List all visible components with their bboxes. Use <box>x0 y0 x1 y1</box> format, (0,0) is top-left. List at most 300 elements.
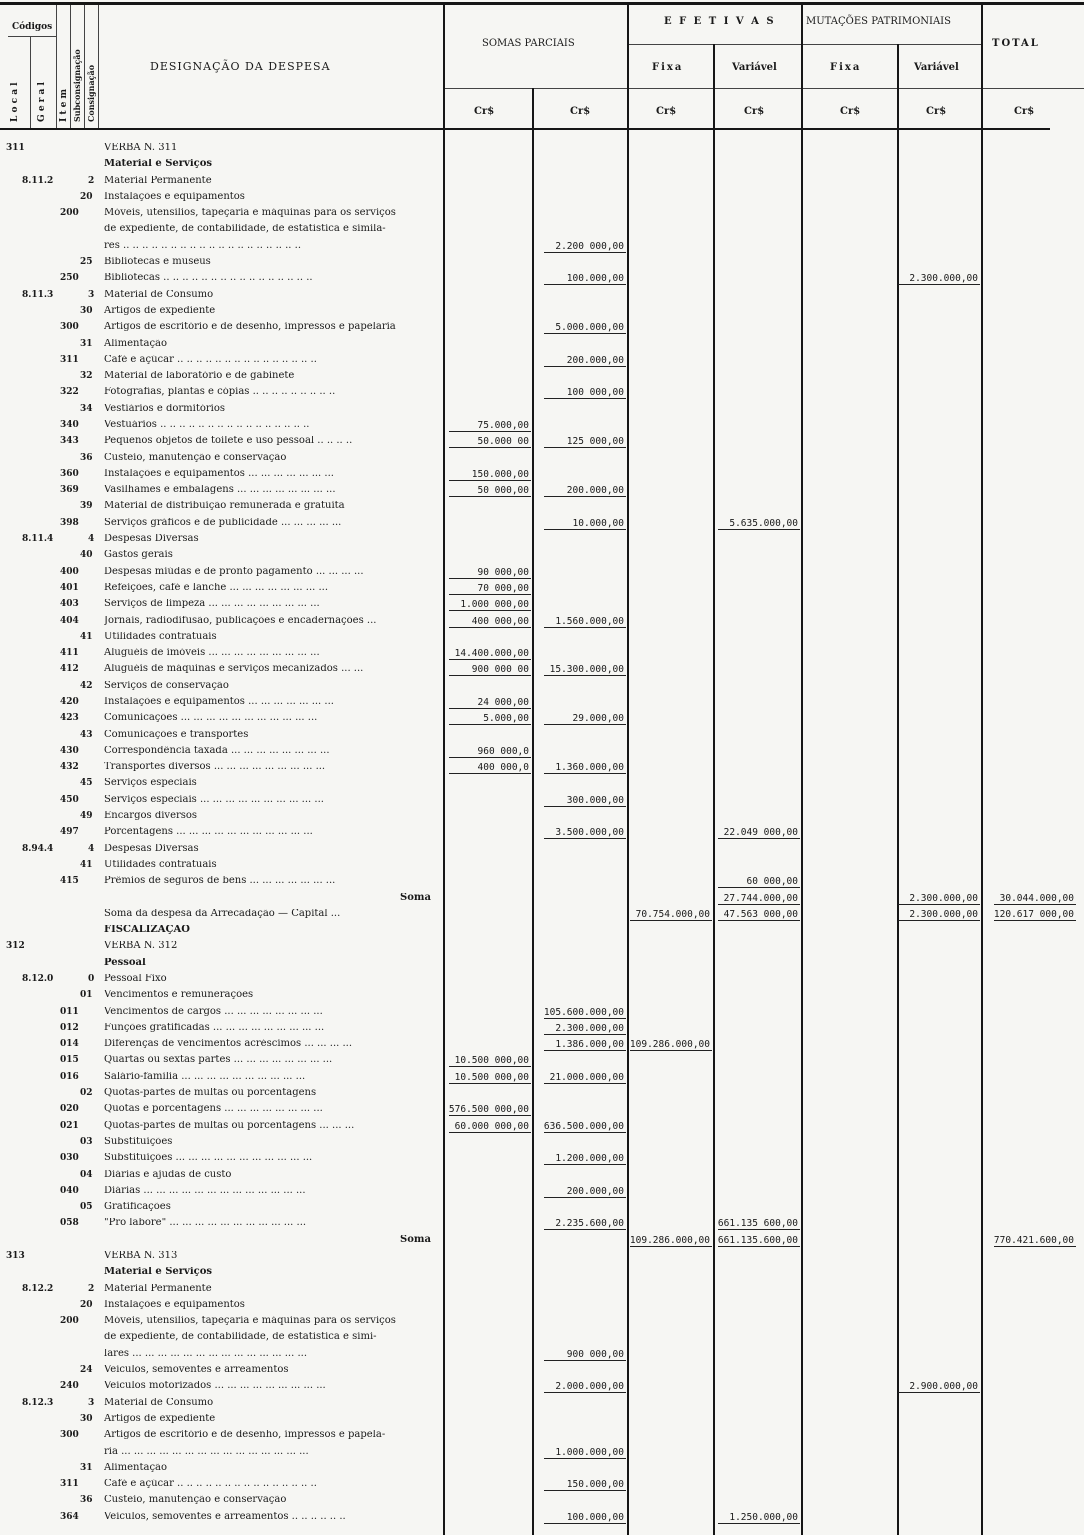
amount-underline <box>449 594 531 595</box>
code-consignacao: 497 <box>60 827 79 837</box>
col-rule-geral <box>56 5 57 128</box>
expense-description: Quotas e porcentagens ... ... ... ... ... ... ... ... <box>104 1104 323 1114</box>
expense-description: "Pro labore" ... ... ... ... ... ... ... ... ... ... ... <box>104 1218 307 1228</box>
code-subconsignacao: 31 <box>80 1463 93 1473</box>
amount-underline <box>544 806 626 807</box>
amount-c2: 2.200 000,00 <box>555 241 624 252</box>
amount-underline <box>630 1246 712 1247</box>
col-rule-somas1 <box>532 88 534 1535</box>
expense-description: Prêmios de seguros de bens ... ... ... ... ... ... ... <box>104 876 336 886</box>
code-consignacao: 011 <box>60 1007 79 1017</box>
amount-underline <box>449 1066 531 1067</box>
amount-underline <box>544 252 626 253</box>
expense-description: Soma da despesa da Arrecadação — Capital ... <box>104 909 341 919</box>
code-consignacao: 450 <box>60 795 79 805</box>
expense-description: Alimentação <box>104 1463 168 1473</box>
code-item: 4 <box>88 534 95 544</box>
header-efetivas: E F E T I V A S <box>664 16 776 27</box>
code-consignacao: 058 <box>60 1218 79 1228</box>
amount-c1: 75.000,00 <box>477 420 529 431</box>
expense-description: Diárias e ajudas de custo <box>104 1170 232 1180</box>
expense-description: de expediente, de contabilidade, de estatística e simila- <box>104 224 386 234</box>
expense-description: Porcentagens ... ... ... ... ... ... ... ... ... ... ... <box>104 827 313 837</box>
code-subconsignacao: 01 <box>80 990 93 1000</box>
expense-description: Funções gratificadas ... ... ... ... ... ... ... ... ... <box>104 1023 325 1033</box>
expense-description: Vestiários e dormitórios <box>104 404 225 414</box>
code-subconsignacao: 40 <box>80 550 93 560</box>
amount-underline <box>718 838 800 839</box>
amount-underline <box>898 904 980 905</box>
amount-underline <box>449 724 531 725</box>
expense-description: Serviços gráficos e de publicidade ... ... ... ... ... <box>104 518 342 528</box>
amount-underline <box>449 675 531 676</box>
code-geral: 8.11.3 <box>22 290 54 300</box>
amount-underline <box>544 496 626 497</box>
expense-description: Material de laboratório e de gabinete <box>104 371 295 381</box>
code-local: 312 <box>6 941 25 951</box>
header-consignacao: Consignação <box>86 64 96 122</box>
amount-underline <box>544 675 626 676</box>
amount-c4: 47.563 000,00 <box>723 909 798 920</box>
amount-underline <box>544 1164 626 1165</box>
amount-c7: 120.617 000,00 <box>993 909 1074 920</box>
expense-description: Artigos de expediente <box>104 306 216 316</box>
amount-underline <box>994 904 1076 905</box>
amount-underline <box>544 773 626 774</box>
header-subconsignacao: Subconsignação <box>72 49 82 122</box>
amount-c1: 1.000 000,00 <box>460 599 529 610</box>
code-subconsignacao: 41 <box>80 632 93 642</box>
expense-description: Fotografias, plantas e cópias .. .. .. .. .. .. .. .. .. <box>104 387 336 397</box>
code-consignacao: 012 <box>60 1023 79 1033</box>
expense-description: Material Permanente <box>104 1284 212 1294</box>
code-consignacao: 014 <box>60 1039 79 1049</box>
amount-underline <box>544 447 626 448</box>
expense-description: Vasilhames e embalagens ... ... ... ... ... ... ... ... <box>104 485 336 495</box>
amount-c2: 200.000,00 <box>566 1186 624 1197</box>
col-rule-local <box>30 36 31 128</box>
code-consignacao: 403 <box>60 599 79 609</box>
code-consignacao: 411 <box>60 648 79 658</box>
expense-description: Veículos motorizados ... ... ... ... ... ... ... ... ... <box>104 1381 326 1391</box>
code-consignacao: 200 <box>60 1316 79 1326</box>
expense-description: Vencimentos e remunerações <box>104 990 254 1000</box>
amount-underline <box>449 496 531 497</box>
amount-underline <box>898 1392 980 1393</box>
amount-c4: 661.135 600,00 <box>717 1218 798 1229</box>
expense-description: Diárias ... ... ... ... ... ... ... ... ... ... ... ... ... <box>104 1186 306 1196</box>
currency-mutacoes-variavel: Cr$ <box>926 106 947 117</box>
currency-efetivas-variavel: Cr$ <box>744 106 765 117</box>
code-subconsignacao: 20 <box>80 192 93 202</box>
amount-c2: 10.000,00 <box>572 518 624 529</box>
code-local: 311 <box>6 143 25 153</box>
code-consignacao: 430 <box>60 746 79 756</box>
expense-description: VERBA N. 312 <box>104 941 178 951</box>
code-subconsignacao: 43 <box>80 730 93 740</box>
code-consignacao: 340 <box>60 420 79 430</box>
code-consignacao: 322 <box>60 387 79 397</box>
expense-description: Salário-família ... ... ... ... ... ... ... ... ... ... <box>104 1072 306 1082</box>
col-rule-var <box>801 5 803 1535</box>
code-consignacao: 415 <box>60 876 79 886</box>
col-rule-desc <box>443 5 445 1535</box>
amount-c1: 900 000 00 <box>471 664 529 675</box>
code-consignacao: 250 <box>60 273 79 283</box>
header-efetivas-fixa: Fixa <box>652 62 684 73</box>
amount-c4: 60 000,00 <box>746 876 798 887</box>
code-consignacao: 311 <box>60 355 79 365</box>
expense-description: Utilidades contratuais <box>104 860 217 870</box>
amount-underline <box>630 920 712 921</box>
amount-underline <box>544 1490 626 1491</box>
code-consignacao: 369 <box>60 485 79 495</box>
amount-underline <box>544 1229 626 1230</box>
amount-c2: 100.000,00 <box>566 273 624 284</box>
amount-c2: 29.000,00 <box>572 713 624 724</box>
amount-underline <box>449 1132 531 1133</box>
code-consignacao: 021 <box>60 1121 79 1131</box>
code-subconsignacao: 45 <box>80 778 93 788</box>
currency-somas-2: Cr$ <box>570 106 591 117</box>
expense-description: Gratificações <box>104 1202 171 1212</box>
expense-description: Comunicações ... ... ... ... ... ... ... ... ... ... ... <box>104 713 318 723</box>
amount-c2: 100 000,00 <box>566 387 624 398</box>
expense-description: Substituições <box>104 1137 173 1147</box>
code-subconsignacao: 36 <box>80 1495 93 1505</box>
amount-underline <box>544 1034 626 1035</box>
amount-underline <box>449 610 531 611</box>
amount-c1: 400 000,00 <box>471 616 529 627</box>
expense-description: Serviços especiais ... ... ... ... ... ... ... ... ... ... <box>104 795 324 805</box>
amount-c2: 125 000,00 <box>566 436 624 447</box>
header-designacao: DESIGNAÇÃO DA DESPESA <box>150 60 331 73</box>
expense-description: Vencimentos de cargos ... ... ... ... ... ... ... ... <box>104 1007 323 1017</box>
code-consignacao: 420 <box>60 697 79 707</box>
efetivas-rule <box>627 44 982 45</box>
code-item: 2 <box>88 176 95 186</box>
expense-description: de expediente, de contabilidade, de estatística e simi- <box>104 1332 377 1342</box>
code-consignacao: 343 <box>60 436 79 446</box>
amount-underline <box>544 398 626 399</box>
amount-underline <box>544 1360 626 1361</box>
expense-description: Pessoal Fixo <box>104 974 167 984</box>
amount-underline <box>449 659 531 660</box>
amount-underline <box>544 529 626 530</box>
amount-c2: 1.560.000,00 <box>555 616 624 627</box>
expense-description: Serviços de conservação <box>104 681 229 691</box>
amount-c2: 1.200.000,00 <box>555 1153 624 1164</box>
amount-underline <box>544 1523 626 1524</box>
code-item: 0 <box>88 974 95 984</box>
code-consignacao: 400 <box>60 567 79 577</box>
code-subconsignacao: 31 <box>80 339 93 349</box>
expense-description: Material de Consumo <box>104 290 214 300</box>
expense-description: Transportes diversos ... ... ... ... ... ... ... ... ... <box>104 762 326 772</box>
amount-c2: 1.360.000,00 <box>555 762 624 773</box>
code-item: 4 <box>88 844 95 854</box>
code-consignacao: 412 <box>60 664 79 674</box>
currency-rule <box>627 88 1084 89</box>
expense-description: Quotas-partes de multas ou porcentagens ... ... ... <box>104 1121 355 1131</box>
code-consignacao: 200 <box>60 208 79 218</box>
header-mutacoes: MUTAÇÕES PATRIMONIAIS <box>806 16 951 27</box>
code-subconsignacao: 20 <box>80 1300 93 1310</box>
code-geral: 8.94.4 <box>22 844 54 854</box>
amount-c2: 2.300.000,00 <box>555 1023 624 1034</box>
amount-underline <box>544 1458 626 1459</box>
amount-c4: 5.635.000,00 <box>729 518 798 529</box>
expense-description: Quotas-partes de multas ou porcentagens <box>104 1088 317 1098</box>
amount-underline <box>449 431 531 432</box>
expense-description: res .. .. .. .. .. .. .. .. .. .. .. .. .. .. .. .. .. .. .. <box>104 241 302 251</box>
amount-underline <box>994 1246 1076 1247</box>
code-subconsignacao: 39 <box>80 501 93 511</box>
amount-underline <box>718 1523 800 1524</box>
expense-description: Substituições ... ... ... ... ... ... ... ... ... ... ... <box>104 1153 313 1163</box>
code-subconsignacao: 30 <box>80 306 93 316</box>
amount-c7: 30.044.000,00 <box>999 893 1074 904</box>
amount-c2: 2.000.000,00 <box>555 1381 624 1392</box>
amount-c6: 2.300.000,00 <box>909 909 978 920</box>
currency-efetivas-fixa: Cr$ <box>656 106 677 117</box>
amount-underline <box>718 904 800 905</box>
amount-c2: 21.000.000,00 <box>549 1072 624 1083</box>
amount-c1: 10.500 000,00 <box>454 1072 529 1083</box>
code-subconsignacao: 32 <box>80 371 93 381</box>
currency-somas-1: Cr$ <box>474 106 495 117</box>
code-consignacao: 398 <box>60 518 79 528</box>
expense-description: Jornais, radiodifusão, publicações e encadernações ... <box>104 616 377 626</box>
code-consignacao: 364 <box>60 1512 79 1522</box>
amount-c2: 1.000.000,00 <box>555 1447 624 1458</box>
expense-description: Artigos de escritório e de desenho, impressos e papela- <box>104 1430 386 1440</box>
amount-underline <box>630 1050 712 1051</box>
code-subconsignacao: 34 <box>80 404 93 414</box>
code-consignacao: 404 <box>60 616 79 626</box>
amount-c2: 300.000,00 <box>566 795 624 806</box>
amount-c6: 2.300.000,00 <box>909 273 978 284</box>
code-subconsignacao: 03 <box>80 1137 93 1147</box>
code-local: 313 <box>6 1251 25 1261</box>
amount-underline <box>718 529 800 530</box>
expense-description: Material e Serviços <box>104 1267 213 1277</box>
amount-c1: 10.500 000,00 <box>454 1055 529 1066</box>
amount-c2: 15.300.000,00 <box>549 664 624 675</box>
top-rule <box>0 2 1084 5</box>
amount-c2: 200.000,00 <box>566 355 624 366</box>
code-consignacao: 300 <box>60 322 79 332</box>
amount-underline <box>718 1246 800 1247</box>
code-geral: 8.12.0 <box>22 974 54 984</box>
amount-underline <box>544 366 626 367</box>
expense-description: Móveis, utensílios, tapeçaria e máquinas para os serviços <box>104 208 396 218</box>
expense-description: Diferenças de vencimentos acréscimos ... ... ... ... <box>104 1039 353 1049</box>
header-total: TOTAL <box>992 38 1040 49</box>
amount-underline <box>449 578 531 579</box>
code-subconsignacao: 41 <box>80 860 93 870</box>
code-item: 2 <box>88 1284 95 1294</box>
expense-description: Bibliotecas e museus <box>104 257 211 267</box>
code-item: 3 <box>88 290 95 300</box>
amount-underline <box>544 627 626 628</box>
expense-description: Utilidades contratuais <box>104 632 217 642</box>
amount-underline <box>544 333 626 334</box>
amount-underline <box>449 1083 531 1084</box>
amount-c6: 2.900.000,00 <box>909 1381 978 1392</box>
amount-c3: 109.286.000,00 <box>629 1039 710 1050</box>
amount-c2: 900 000,00 <box>566 1349 624 1360</box>
expense-description: Instalações e equipamentos ... ... ... ... ... ... ... <box>104 469 334 479</box>
expense-description: Móveis, utensílios, tapeçaria e máquinas para os serviços <box>104 1316 396 1326</box>
code-consignacao: 015 <box>60 1055 79 1065</box>
amount-c4: 661.135.600,00 <box>717 1235 798 1246</box>
expense-description: Artigos de expediente <box>104 1414 216 1424</box>
amount-c1: 5.000,00 <box>483 713 529 724</box>
amount-c1: 400 000,0 <box>477 762 529 773</box>
expense-description: Instalações e equipamentos ... ... ... ... ... ... ... <box>104 697 334 707</box>
code-consignacao: 432 <box>60 762 79 772</box>
expense-description: Material Permanente <box>104 176 212 186</box>
expense-description: Despesas Diversas <box>104 534 199 544</box>
amount-underline <box>544 1392 626 1393</box>
expense-description: lares ... ... ... ... ... ... ... ... ... ... ... ... ... ... <box>104 1349 307 1359</box>
amount-underline <box>449 757 531 758</box>
expense-description: Café e açúcar .. .. .. .. .. .. .. .. .. .. .. .. .. .. .. <box>104 1479 317 1489</box>
amount-c2: 2.235.600,00 <box>555 1218 624 1229</box>
amount-c2: 5.000.000,00 <box>555 322 624 333</box>
amount-underline <box>449 773 531 774</box>
expense-description: ria ... ... ... ... ... ... ... ... ... ... ... ... ... ... ... <box>104 1447 309 1457</box>
expense-description: Aluguéis de máquinas e serviços mecanizados ... ... <box>104 664 364 674</box>
code-subconsignacao: 49 <box>80 811 93 821</box>
code-consignacao: 016 <box>60 1072 79 1082</box>
expense-description: VERBA N. 311 <box>104 143 178 153</box>
amount-c1: 90 000,00 <box>477 567 529 578</box>
code-geral: 8.11.2 <box>22 176 54 186</box>
expense-description: Vestuários .. .. .. .. .. .. .. .. .. .. .. .. .. .. .. .. <box>104 420 310 430</box>
expense-description: Custeio, manutenção e conservação <box>104 1495 287 1505</box>
amount-c2: 150.000,00 <box>566 1479 624 1490</box>
amount-c2: 100.000,00 <box>566 1512 624 1523</box>
amount-c1: 60.000 000,00 <box>454 1121 529 1132</box>
amount-underline <box>449 447 531 448</box>
code-subconsignacao: 42 <box>80 681 93 691</box>
code-subconsignacao: 02 <box>80 1088 93 1098</box>
code-consignacao: 300 <box>60 1430 79 1440</box>
code-subconsignacao: 24 <box>80 1365 93 1375</box>
somas-currency-rule <box>445 88 627 89</box>
code-geral: 8.12.3 <box>22 1398 54 1408</box>
expense-description: FISCALIZAÇÃO <box>104 925 190 935</box>
col-rule-sub <box>84 5 85 128</box>
header-mutacoes-variavel: Variável <box>914 62 959 73</box>
code-subconsignacao: 25 <box>80 257 93 267</box>
expense-description: Despesas miúdas e de pronto pagamento ... ... ... ... <box>104 567 364 577</box>
col-rule-mvar <box>981 5 983 1535</box>
code-consignacao: 020 <box>60 1104 79 1114</box>
amount-underline <box>544 1050 626 1051</box>
header-codigos: Códigos <box>12 22 53 32</box>
code-subconsignacao: 04 <box>80 1170 93 1180</box>
expense-description: Custeio, manutenção e conservação <box>104 453 287 463</box>
expense-description: Pequenos objetos de toilete e uso pessoal .. .. .. .. <box>104 436 353 446</box>
expense-description: Comunicações e transportes <box>104 730 249 740</box>
codigos-rule <box>8 36 56 37</box>
amount-underline <box>718 887 800 888</box>
expense-description: Serviços especiais <box>104 778 197 788</box>
code-consignacao: 311 <box>60 1479 79 1489</box>
amount-c7: 770.421.600,00 <box>993 1235 1074 1246</box>
amount-underline <box>544 838 626 839</box>
expense-description: Café e açúcar .. .. .. .. .. .. .. .. .. .. .. .. .. .. .. <box>104 355 317 365</box>
amount-underline <box>994 920 1076 921</box>
col-rule-mfixa <box>897 44 899 1535</box>
amount-c1: 150.000,00 <box>471 469 529 480</box>
col-rule-cons <box>98 5 99 128</box>
amount-c3: 109.286.000,00 <box>629 1235 710 1246</box>
expense-description: Material e Serviços <box>104 159 213 169</box>
expense-description: Veículos, semoventes e arreamentos <box>104 1365 289 1375</box>
amount-underline <box>449 708 531 709</box>
amount-c4: 1.250.000,00 <box>729 1512 798 1523</box>
amount-c1: 50.000 00 <box>477 436 529 447</box>
expense-description: Instalações e equipamentos <box>104 192 245 202</box>
expense-description: Correspondência taxada ... ... ... ... ... ... ... ... <box>104 746 330 756</box>
amount-c1: 576.500 000,00 <box>448 1104 529 1115</box>
header-geral: G e r a l <box>37 82 47 122</box>
amount-underline <box>544 724 626 725</box>
col-rule-somas2 <box>627 5 629 1535</box>
expense-description: Artigos de escritório e de desenho, impressos e papelaria <box>104 322 396 332</box>
amount-c2: 200.000,00 <box>566 485 624 496</box>
amount-underline <box>449 1115 531 1116</box>
expense-description: Serviços de limpeza ... ... ... ... ... ... ... ... ... <box>104 599 320 609</box>
col-rule-item <box>70 5 71 128</box>
amount-underline <box>898 284 980 285</box>
amount-c4: 27.744.000,00 <box>723 893 798 904</box>
soma-label: Soma <box>400 1235 431 1245</box>
code-subconsignacao: 36 <box>80 453 93 463</box>
amount-c1: 960 000,0 <box>477 746 529 757</box>
amount-c1: 50 000,00 <box>477 485 529 496</box>
expense-description: Material de Consumo <box>104 1398 214 1408</box>
amount-underline <box>544 284 626 285</box>
amount-underline <box>544 1197 626 1198</box>
code-item: 3 <box>88 1398 95 1408</box>
expense-description: Aluguéis de imóveis ... ... ... ... ... ... ... ... ... <box>104 648 320 658</box>
code-consignacao: 240 <box>60 1381 79 1391</box>
expense-description: Encargos diversos <box>104 811 198 821</box>
code-subconsignacao: 30 <box>80 1414 93 1424</box>
header-item: I t e m <box>59 88 69 122</box>
header-mutacoes-fixa: Fixa <box>830 62 862 73</box>
header-bottom-rule <box>0 128 1050 130</box>
amount-c1: 24 000,00 <box>477 697 529 708</box>
expense-description: Veículos, semoventes e arreamentos .. .. .. .. .. .. <box>104 1512 346 1522</box>
expense-description: Alimentação <box>104 339 168 349</box>
code-consignacao: 401 <box>60 583 79 593</box>
amount-c3: 70.754.000,00 <box>635 909 710 920</box>
code-geral: 8.12.2 <box>22 1284 54 1294</box>
amount-c2: 3.500.000,00 <box>555 827 624 838</box>
amount-underline <box>898 920 980 921</box>
amount-underline <box>449 480 531 481</box>
amount-underline <box>449 627 531 628</box>
code-geral: 8.11.4 <box>22 534 54 544</box>
expense-description: Despesas Diversas <box>104 844 199 854</box>
amount-c6: 2.300.000,00 <box>909 893 978 904</box>
